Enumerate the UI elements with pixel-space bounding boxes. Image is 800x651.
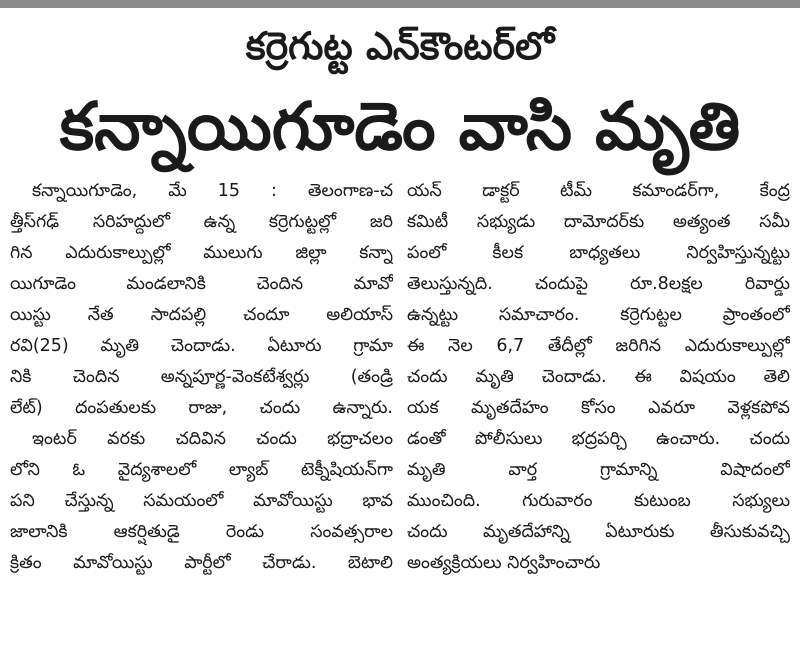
- main-headline: కన్నాయిగూడెం వాసి మృతి: [59, 88, 741, 165]
- body-line: కన్నాయిగూడెం, మే 15 : తెలంగాణ-చ: [32, 181, 393, 201]
- kicker-headline: కర్రెగుట్ట ఎన్‌కౌంటర్‌లో: [245, 24, 555, 68]
- body-line: ముంచింది. గురువారం కుటుంబ సభ్యులు: [407, 491, 790, 511]
- body-line: డంతో పోలీసులు భద్రపర్చి ఉంచారు. చందు: [407, 429, 790, 449]
- body-line: చందు మృతి చెందాడు. ఈ విషయం తెలి: [407, 367, 790, 387]
- body-line: ఉన్నట్టు సమాచారం. కర్రెగుట్టల ప్రాంతంలో: [407, 305, 790, 325]
- body-line: ఇంటర్ వరకు చదివిన చందు భద్రాచలం: [32, 429, 393, 449]
- body-line: పని చేస్తున్న సమయంలో మావోయిస్టు భావ: [10, 491, 393, 511]
- body-line: యక మృతదేహం కోసం ఎవరూ వెళ్లకపోవ: [407, 398, 790, 418]
- body-line: ఈ నెల 6,7 తేదీల్లో జరిగిన ఎదురుకాల్పుల్లో: [407, 336, 790, 356]
- body-line: లోని ఓ వైద్యశాలలో ల్యాబ్ టెక్నీషియన్‌గా: [10, 460, 393, 480]
- right-column: [407, 176, 790, 646]
- body-line: జాలానికి ఆకర్షితుడై రెండు సంవత్సరాల: [10, 522, 393, 542]
- body-line: యిస్టు నేత సాదపల్లి చందూ అలియాస్: [10, 305, 393, 325]
- body-line: లేట్) దంపతులకు రాజు, చందు ఉన్నారు.: [10, 398, 393, 418]
- left-column: [10, 176, 393, 646]
- body-line: గిన ఎదురుకాల్పుల్లో ములుగు జిల్లా కన్నా: [10, 243, 393, 263]
- body-line: కమిటీ సభ్యుడు దామోదర్‌కు అత్యంత సమీ: [407, 212, 790, 232]
- body-line: యన్ డాక్టర్ టీమ్ కమాండర్‌గా, కేంద్ర: [407, 181, 790, 201]
- body-line: మృతి వార్త గ్రామాన్ని విషాదంలో: [407, 460, 790, 480]
- body-line: చందు మృతదేహాన్ని ఏటూరుకు తీసుకువచ్చి: [407, 522, 790, 542]
- body-line: పంలో కీలక బాధ్యతలు నిర్వహిస్తున్నట్టు: [407, 243, 790, 263]
- body-line: రవి(25) మృతి చెందాడు. ఏటూరు గ్రామా: [10, 336, 393, 356]
- article-body: [10, 176, 790, 646]
- body-line: నికి చెందిన అన్నపూర్ణ-వెంకటేశ్వర్లు (తండ్రి: [10, 367, 393, 387]
- body-line: క్రితం మావోయిస్టు పార్టీలో చేరాడు. బెటాలి: [10, 553, 393, 573]
- top-rule: [0, 0, 800, 8]
- body-line: యిగూడెం మండలానికి చెందిన మావో: [10, 274, 393, 294]
- body-line: అంత్యక్రియలు నిర్వహించారు: [407, 553, 601, 573]
- body-line: తెలుస్తున్నది. చందుపై రూ.8లక్షల రివార్డు: [407, 274, 790, 294]
- body-line: త్తీస్‌గఢ్ సరిహద్దులో ఉన్న కర్రెగుట్టల్లో జరి: [10, 212, 393, 232]
